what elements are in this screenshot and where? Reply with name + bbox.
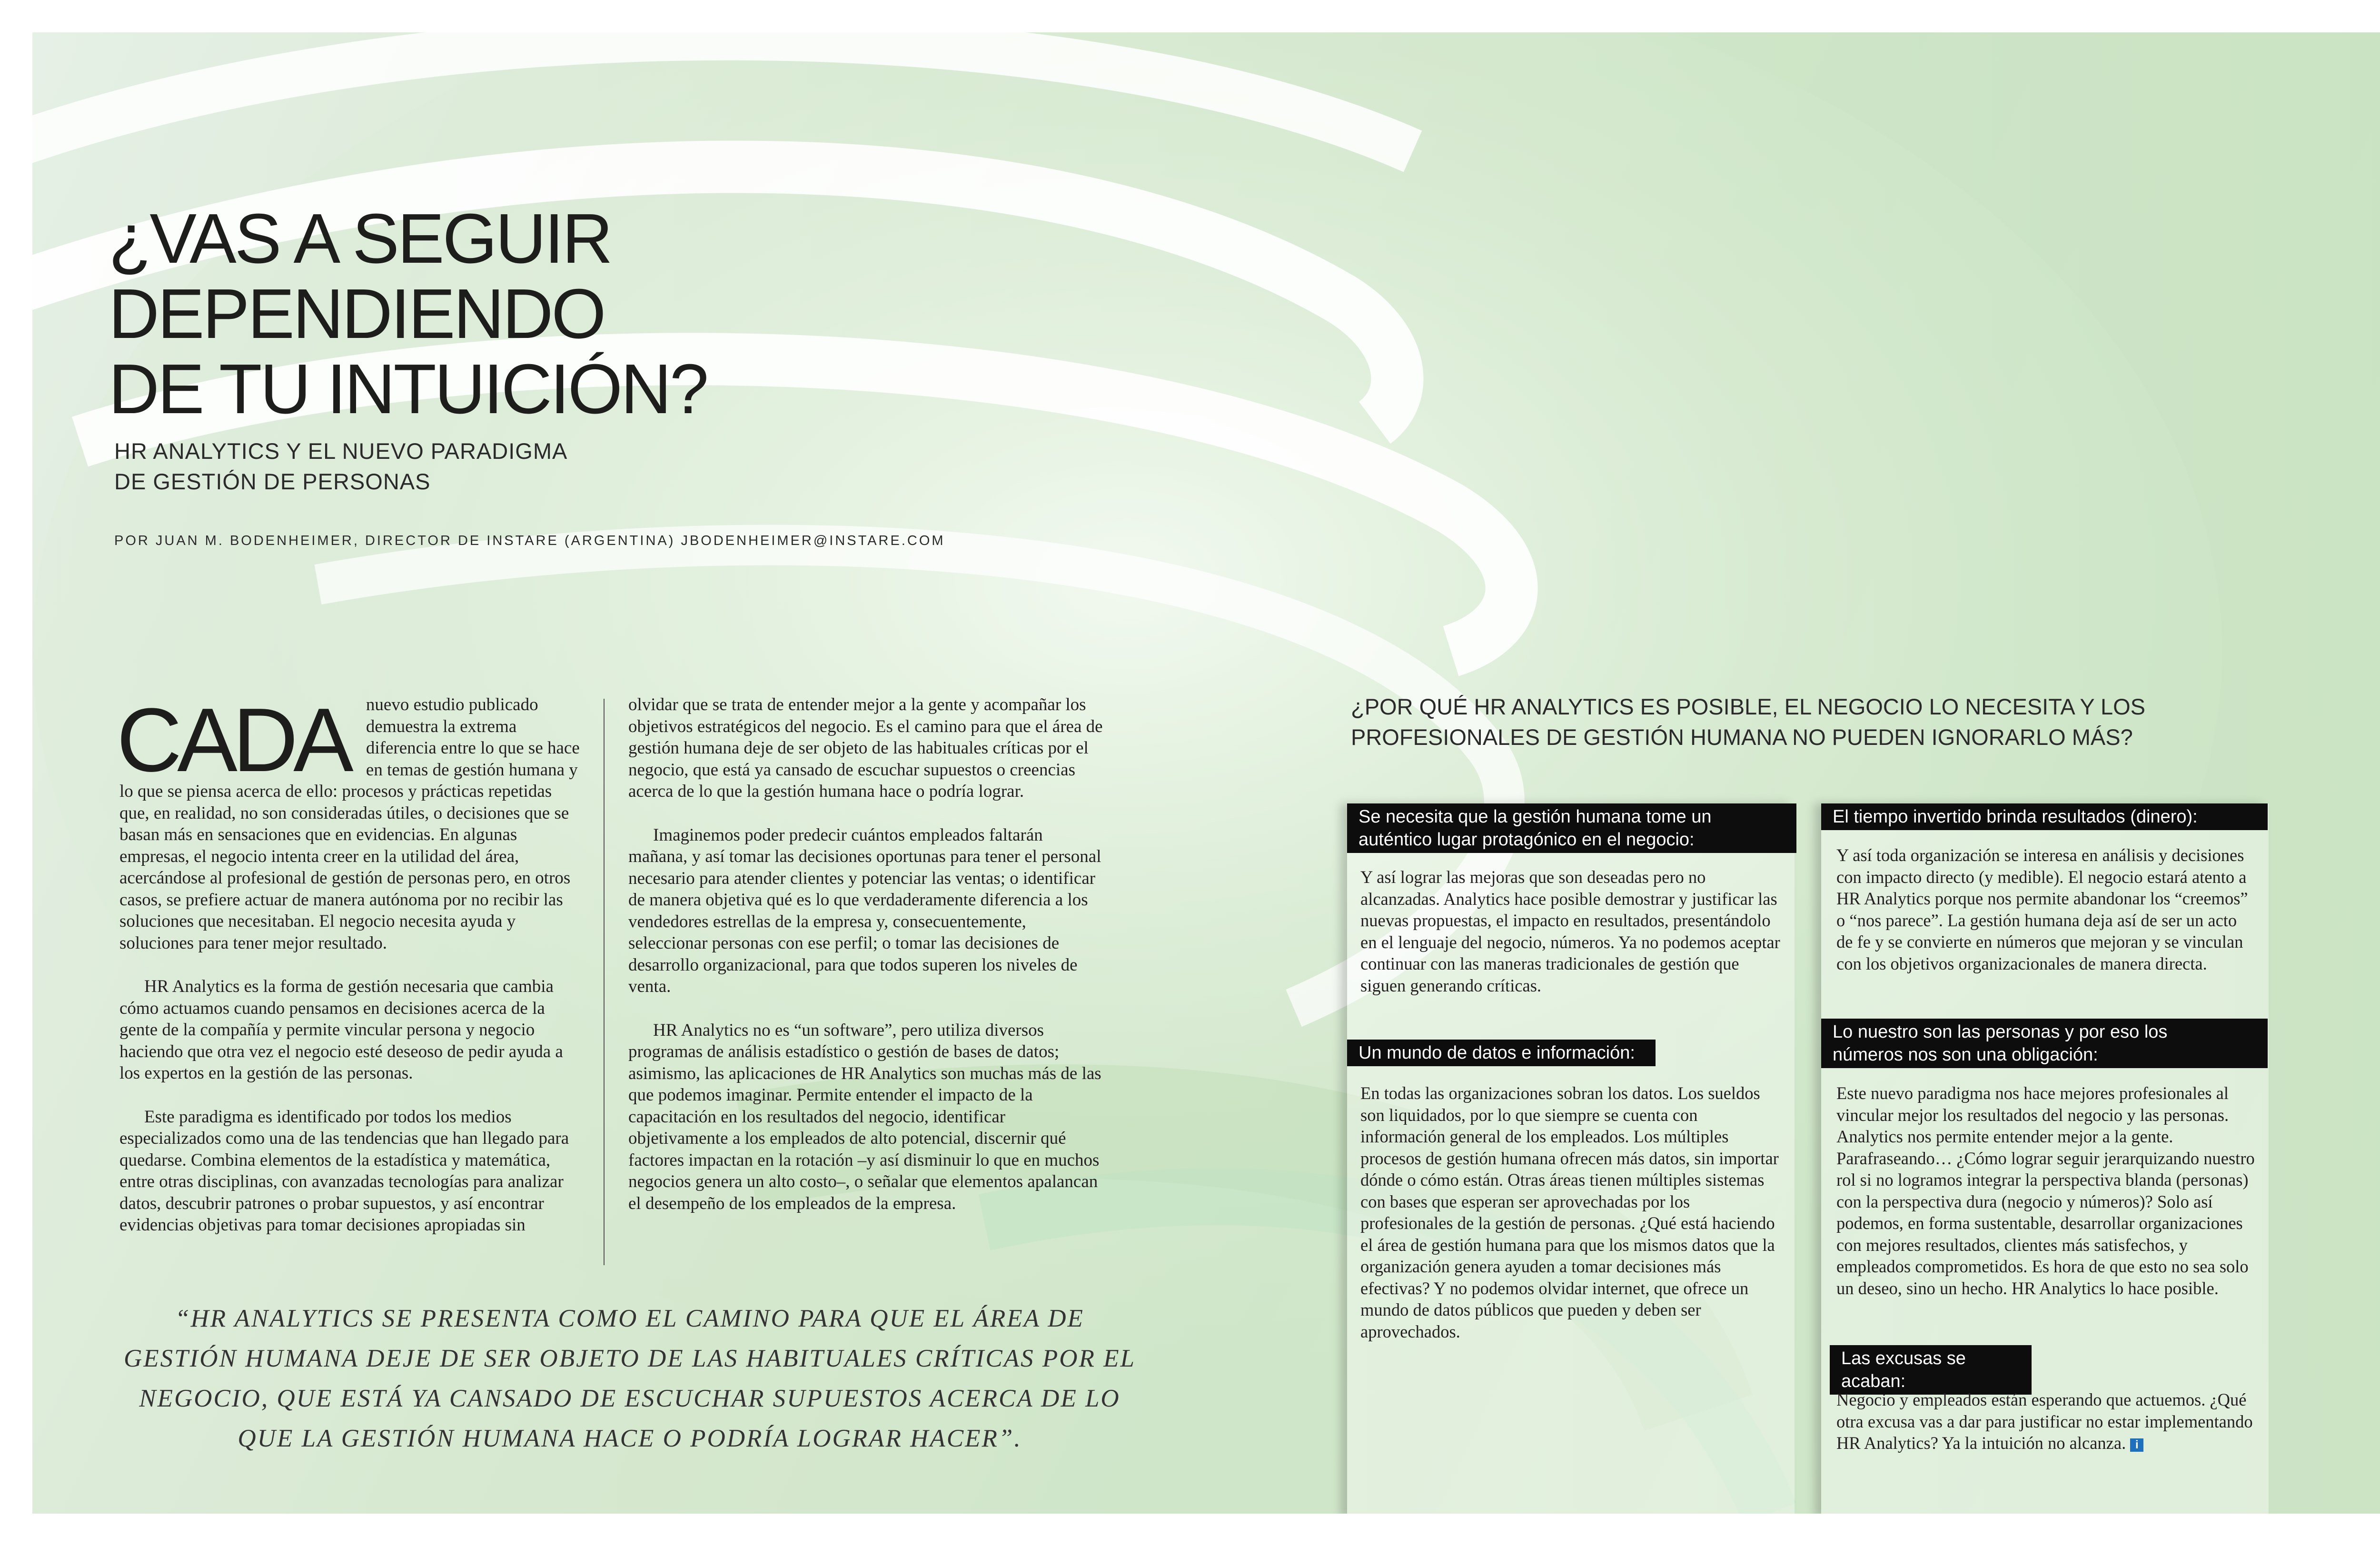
box-text-excuses [1836, 1389, 2255, 1454]
box-heading-time-invested [1821, 803, 2268, 830]
heading-line: Un mundo de datos e información: [1359, 1043, 1635, 1063]
body-column-1 [117, 690, 581, 1258]
paragraph: Negocio y empleados están esperando que actuemos. ¿Qué otra excusa vas a dar para justificar no estar implementando HR Analytics? Ya la intuición no alcanza. [1836, 1390, 2253, 1453]
box-text-people-numbers: Este nuevo paradigma nos hace mejores profesionales al vincular mejor los resultados del negocio y las personas. Analytics nos permite entender mejor a la gente. Parafraseando… ¿Cómo lograr seguir jerarquizando nuestro rol si no logramos integrar la perspectiva blanda (personas) con la perspectiva dura (negocio y números)? Solo así podemos, en forma sustentable, desarrollar organizaciones con mejores resultados, clientes más satisfechos, y empleados comprometidos. Es hora de que esto no sea solo un deseo, sino un hecho. HR Analytics lo hace posible. [1836, 1083, 2255, 1298]
box-heading-data-world [1347, 1040, 1656, 1066]
heading-line: auténtico lugar protagónico en el negocio: [1359, 830, 1695, 850]
subtitle-line: HR ANALYTICS Y EL NUEVO PARADIGMA [114, 438, 568, 464]
paragraph: Imaginemos poder predecir cuántos empleados faltarán mañana, y así tomar las decisiones oportunas para tener el personal necesario para atender clientes y potenciar las ventas; o identificar de manera objetiva qué es lo que verdaderamente diferencia a los vendedores estrellas de la empresa y, consecuentemente, seleccionar personas con ese perfil; o tomar las decisiones de desarrollo organizacional, para que todos superen los niveles de venta. [628, 825, 1101, 996]
title-line: DEPENDIENDO [109, 275, 605, 353]
subtitle-line: DE GESTIÓN DE PERSONAS [114, 469, 431, 494]
article-subtitle [114, 436, 733, 497]
box-text-data-world: En todas las organizaciones sobran los datos. Los sueldos son liquidados, por lo que siempre se cuenta con información general de los empleados. Los múltiples procesos de gestión humana ofrecen más datos, sin importar dónde o cómo están. Otras áreas tienen múltiples sistemas con bases que esperan ser aprovechadas por los profesionales de la gestión de personas. ¿Qué está haciendo el área de gestión humana para que los mismos datos que la organización genera ayuden a tomar decisiones más efectivas? Y no podemos olvidar internet, que ofrece un mundo de datos públicos que pueden y deben ser aprovechados. [1360, 1083, 1779, 1341]
title-line: DE TU INTUICIÓN? [109, 350, 707, 428]
box-heading-excuses [1830, 1345, 2032, 1395]
paragraph: Este paradigma es identificado por todos los medios especializados como una de las tendencias que han llegado para quedarse. Combina elementos de la estadística y matemática, entre otras disciplinas, con avanzadas tecnologías para analizar datos, descubrir patrones o probar supuestos, y así encontrar evidencias objetivas para tomar decisiones apropiadas sin [119, 1107, 569, 1235]
question-line: PROFESIONALES DE GESTIÓN HUMANA NO PUEDEN IGNORARLO MÁS? [1351, 724, 2133, 750]
dropcap: CADA [117, 690, 349, 791]
magazine-spread [32, 32, 2380, 1514]
column-divider [604, 699, 605, 1265]
body-column-2 [628, 694, 1104, 1236]
paragraph: olvidar que se trata de entender mejor a la gente y acompañar los objetivos estratégicos del negocio. Es el camino para que el área de gestión humana deje de ser objeto de las habituales críticas por el negocio, que está ya cansado de escuchar supuestos o creencias acerca de lo que la gestión humana hace o podría lograr. [628, 695, 1103, 801]
box-text-protagonist: Y así lograr las mejoras que son deseadas pero no alcanzadas. Analytics hace posible demostrar y justificar las nuevas propuestas, el impacto en resultados, presentándolo en el lenguaje del negocio, números. Ya no podemos aceptar continuar con las maneras tradicionales de gestión que siguen generando críticas. [1360, 867, 1780, 995]
pull-quote: “HR ANALYTICS SE PRESENTA COMO EL CAMINO PARA QUE EL ÁREA DE GESTIÓN HUMANA DEJE DE SER OBJETO DE LAS HABITUALES CRÍTICAS POR EL NEGOCIO, QUE ESTÁ YA CANSADO DE ESCUCHAR SUPUESTOS ACERCA DE LO QUE LA GESTIÓN HUMANA HACE O PODRÍA LOGRAR HACER”. [123, 1305, 1136, 1452]
box-heading-protagonist [1347, 803, 1796, 853]
paragraph: HR Analytics es la forma de gestión necesaria que cambia cómo actuamos cuando pensamos en decisiones acerca de la gente de la compañía y permite vincular persona y negocio haciendo que otra vez el negocio esté deseoso de pedir ayuda a los expertos en la gestión de las personas. [119, 977, 563, 1083]
byline: POR JUAN M. BODENHEIMER, DIRECTOR DE INSTARE (ARGENTINA) JBODENHEIMER@INSTARE.COM [114, 533, 945, 548]
box-text-time-invested: Y así toda organización se interesa en análisis y decisiones con impacto directo (y medible). El negocio estará atento a HR Analytics porque nos permite abandonar los “creemos” o “nos parece”. La gestión humana deja así de ser un acto de fe y se convierte en números que mejoran y se vinculan con los objetivos organizacionales de manera directa. [1836, 845, 2248, 973]
heading-line: Lo nuestro son las personas y por eso los [1833, 1022, 2168, 1042]
question-line: ¿POR QUÉ HR ANALYTICS ES POSIBLE, EL NEGOCIO LO NECESITA Y LOS [1351, 694, 2146, 719]
heading-line: Las excusas se acaban: [1841, 1348, 1966, 1391]
article-title [109, 201, 823, 427]
title-line: ¿VAS A SEGUIR [109, 199, 611, 278]
box-heading-people-numbers [1821, 1019, 2268, 1068]
paragraph: nuevo estudio publicado demuestra la extrema diferencia entre lo que se hace en temas de gestión humana y lo que se piensa acerca de ello: procesos y prácticas repetidas que, en realidad, no son consideradas útiles, o decisiones que se basan más en sensaciones que en evidencias. En algunas empresas, el negocio intenta creer en la utilidad del área, acercándose al profesional de gestión de personas pero, en otros casos, se prefiere actuar de manera autónoma por no recibir las soluciones que necesitaban. El negocio necesita ayuda y soluciones para tener mejor resultado. [119, 695, 580, 953]
heading-line: El tiempo invertido brinda resultados (dinero): [1833, 807, 2198, 827]
info-icon: i [2130, 1438, 2143, 1452]
heading-line: Se necesita que la gestión humana tome un [1359, 807, 1712, 827]
sidebar-question [1351, 692, 2255, 753]
paragraph: HR Analytics no es “un software”, pero utiliza diversos programas de análisis estadístico o gestión de bases de datos; asimismo, las aplicaciones de HR Analytics son muchas más de las que podemos imaginar. Permite entender el impacto de la capacitación en los resultados del negocio, identificar objetivamente a los empleados de alto potencial, discernir qué factores impactan en la rotación –y así disminuir lo que en muchos negocios genera un alto costo–, o señalar que elementos apalancan el desempeño de los empleados de la empresa. [628, 1020, 1101, 1213]
heading-line: números nos son una obligación: [1833, 1045, 2098, 1065]
